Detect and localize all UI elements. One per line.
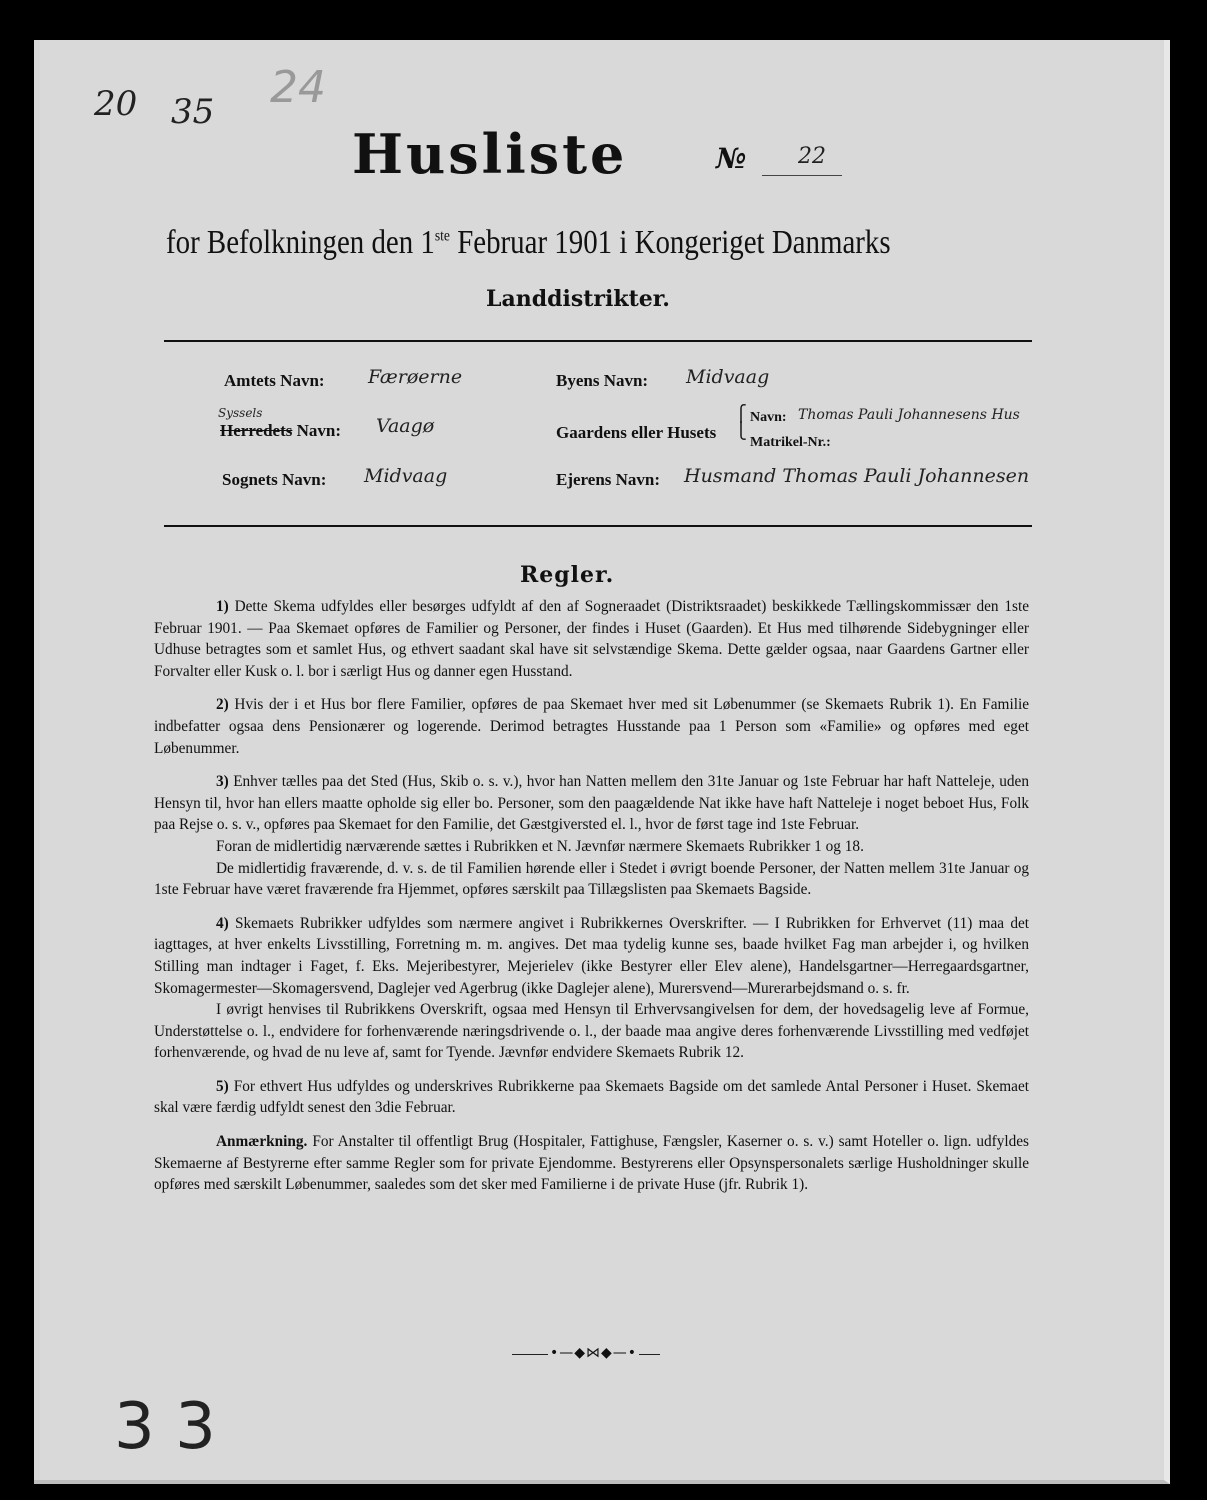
navn-value: Thomas Pauli Johannesens Hus: [798, 407, 1020, 423]
rule-3b: Foran de midlertidig nærværende sættes i Rubrikken et N. Jævnfør nærmere Skemaets Rubrikker 1 og 18.: [216, 837, 864, 855]
rule-3: 3) Enhver tælles paa det Sted (Hus, Skib o. s. v.), hvor han Natten mellem den 31te Januar og 1ste Februar har haft Natteleje, uden Hensyn til, hvor han ellers maatte opholde sig eller bo. Personer, som den paagældende Nat ikke have haft Natteleje i noget beboet Hus, Folk paa Rejse o. s. v., opføres paa Skemaet for den Familie, det Gæstgiversted el. l., hvor de først tage ind 1ste Februar.: [154, 773, 1029, 834]
rule-4: 4) Skemaets Rubrikker udfyldes som nærmere angivet i Rubrikkernes Overskrifter. — I Rubrikken for Erhvervet (11) maa det iagttages, at hver enkelts Livsstilling, Forretning m. m. angives. Det maa tydelig kunne ses, baade hvilket Fag man arbejder i, og hvilken Stilling man indtager i Faget, f. Eks. Mejeribestyrer, Mejerielev (ikke Bestyrer eller Elev alene), Handelsgartner—Herregaardsgartner, Skomagermester—Skomagersvend, Daglejer ved Agerbrug (ikke Daglejer alene), Murersvend—Murerarbejdsmand o. s. fr.: [154, 914, 1030, 997]
number-line: [762, 175, 842, 176]
gaardens-label: Gaardens eller Husets: [556, 423, 717, 442]
corner-number-a: 20: [94, 84, 138, 124]
brace-icon: ⎧ ⎩: [735, 406, 747, 440]
navn-label: Navn:: [750, 410, 787, 425]
middle-rule: [164, 525, 1032, 527]
byens-label: Byens Navn:: [556, 371, 649, 390]
amtets-value: Færøerne: [368, 366, 463, 388]
form-title: Husliste: [352, 122, 628, 186]
byens-value: Midvaag: [686, 366, 770, 388]
number-sign: №: [716, 142, 747, 175]
ornament: •—◆⋈◆—•: [550, 1345, 638, 1361]
top-rule: [164, 340, 1032, 342]
rule-1: 1) Dette Skema udfyldes eller besørges udfyldt af den af Sogneraadet (Distriktsraadet) beskikkede Tællingskommissær den 1ste Februar 1901. — Paa Skemaet opføres de Familier og Personer, der findes i Huset (Gaarden). Et Hus med tilhørende Sidebygninger eller Udhuse betragtes som et samlet Hus, og ethvert saadant skal have sit selvstændige Skema. Dette gælder ogsaa, naar Gaardens Gartner eller Forvalter eller Kusk o. l. bor i særligt Hus og danner egen Husstand.: [154, 598, 1029, 680]
matrikel-label: Matrikel-Nr.:: [750, 435, 831, 450]
rules-body: [154, 596, 1029, 1208]
census-form-sheet: [34, 40, 1170, 1484]
ejerens-value: Husmand Thomas Pauli Johannesen: [684, 465, 1030, 487]
sognets-label: Sognets Navn:: [222, 470, 327, 489]
form-number: 22: [798, 144, 826, 169]
rule-4b: I øvrigt henvises til Rubrikkens Overskrift, ogsaa med Hensyn til Erhvervsangivelsen for dem, der hovedsagelig leve af Formue, Understøttelse o. l., endvidere for forhenværende næringsdrivende o. l., der baade maa angive deres forhenværende Livsstilling med vedføjet forhenværende, og hvad de nu leve af, samt for Tyende. Jævnfør endvidere Skemaets Rubrik 12.: [154, 1001, 1029, 1062]
rules-heading: Regler.: [520, 562, 615, 588]
amtets-label: Amtets Navn:: [224, 371, 325, 390]
herredets-correction: Syssels: [218, 406, 263, 420]
note: Anmærkning. For Anstalter til offentligt Brug (Hospitaler, Fattighuse, Fængsler, Kaserner o. s. v.) samt Hoteller o. lign. udfyldes Skemaerne af Bestyrerne efter samme Regler som for private Ejendomme. Bestyrerens eller Opsynspersonalets særlige Husholdninger skulle opføres med særskilt Løbenummer, saaledes som det sker med Familierne i de private Huse (jfr. Rubrik 1).: [154, 1133, 1030, 1194]
herredets-value: Vaagø: [376, 415, 435, 437]
form-subhead: Landdistrikter.: [486, 286, 670, 312]
form-subtitle: for Befolkningen den 1ste Februar 1901 i Kongeriget Danmarks: [166, 224, 891, 261]
corner-number-b: 35: [171, 92, 215, 132]
rule-5: 5) For ethvert Hus udfyldes og underskrives Rubrikkerne paa Skemaets Bagside om det samlede Antal Personer i Huset. Skemaet skal være færdig udfyldt senest den 3die Februar.: [154, 1077, 1029, 1117]
rule-3c: De midlertidig fraværende, d. v. s. de til Familien hørende eller i Stedet i øvrigt boende Personer, der Natten mellem 31te Januar og 1ste Februar have været fraværende fra Hjemmet, opføres særskilt paa Tillægslisten paa Skemaets Bagside.: [154, 859, 1029, 899]
herredets-label: Herredets Navn:: [220, 421, 342, 440]
corner-pencil-number: 24: [270, 62, 326, 113]
rule-2: 2) Hvis der i et Hus bor flere Familier, opføres de paa Skemaet hver med sit Løbenummer (se Skemaets Rubrik 1). En Familie indbefatter ogsaa dens Pensionærer og logerende. Derimod betragtes Husstande paa 1 Person som «Familie» og opføres med eget Løbenummer.: [154, 696, 1029, 757]
handwritten-number: 3 3: [114, 1390, 216, 1464]
ejerens-label: Ejerens Navn:: [556, 470, 661, 489]
sognets-value: Midvaag: [364, 465, 448, 487]
